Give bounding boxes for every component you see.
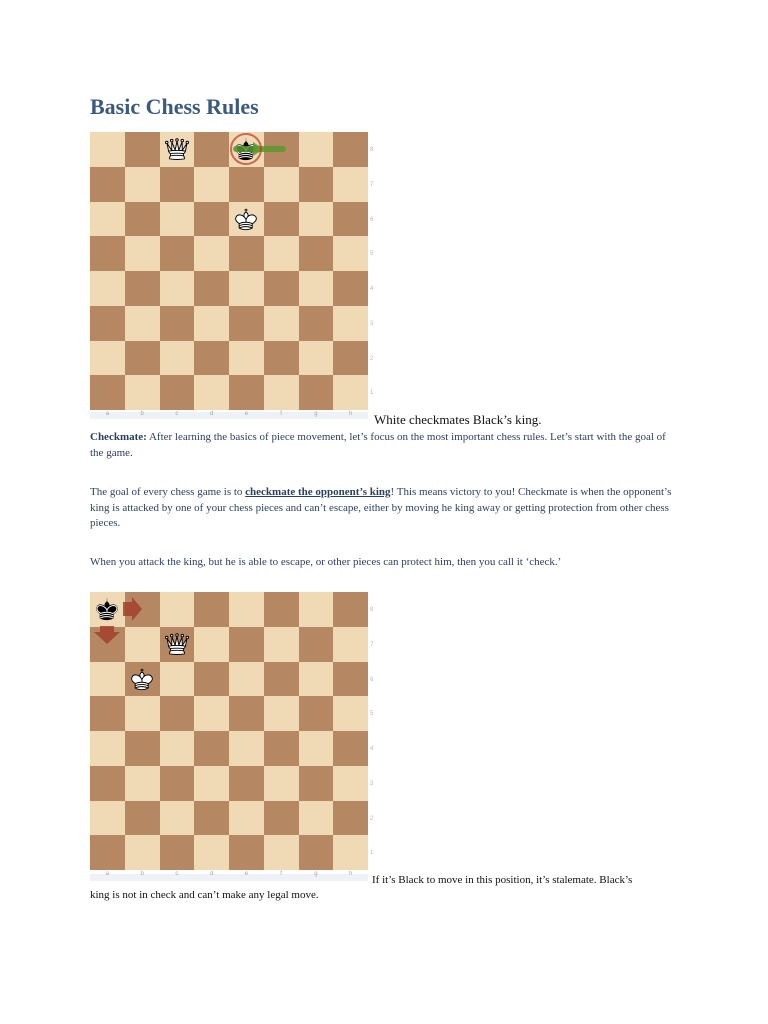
square-e1 xyxy=(229,375,264,410)
square-a5 xyxy=(90,236,125,271)
square-b3 xyxy=(125,766,160,801)
square-h5 xyxy=(333,236,368,271)
square-d5 xyxy=(194,696,229,731)
square-c2 xyxy=(160,801,195,836)
square-f5 xyxy=(264,696,299,731)
file-label-b: b xyxy=(140,411,144,417)
square-f4 xyxy=(264,271,299,306)
square-a2 xyxy=(90,341,125,376)
square-c3 xyxy=(160,306,195,341)
rank-label-1: 1 xyxy=(370,850,374,857)
square-c1 xyxy=(160,835,195,870)
file-label-a: a xyxy=(105,411,110,417)
square-f2 xyxy=(264,801,299,836)
check-paragraph: When you attack the king, but he is able to escape, or other pieces can protect him, then you call it ‘check.’ xyxy=(90,556,562,568)
square-a3 xyxy=(90,306,125,341)
square-e6 xyxy=(229,662,264,697)
board2-caption: If it’s Black to move in this position, it’s stalemate. Black’s xyxy=(372,874,633,886)
square-b2 xyxy=(125,801,160,836)
square-e4 xyxy=(229,271,264,306)
square-d4 xyxy=(194,271,229,306)
square-g6 xyxy=(299,662,334,697)
square-f4 xyxy=(264,731,299,766)
square-h4 xyxy=(333,731,368,766)
square-h5 xyxy=(333,696,368,731)
square-d7 xyxy=(194,627,229,662)
square-g5 xyxy=(299,696,334,731)
square-a4 xyxy=(90,271,125,306)
file-label-g: g xyxy=(314,411,318,417)
square-b2 xyxy=(125,341,160,376)
square-c4 xyxy=(160,731,195,766)
rank-label-3: 3 xyxy=(370,320,374,327)
square-c5 xyxy=(160,236,195,271)
square-e2 xyxy=(229,801,264,836)
file-label-f: f xyxy=(280,871,282,877)
square-d3 xyxy=(194,766,229,801)
square-c4 xyxy=(160,271,195,306)
square-c1 xyxy=(160,375,195,410)
square-a2 xyxy=(90,801,125,836)
square-g3 xyxy=(299,306,334,341)
square-g6 xyxy=(299,202,334,237)
square-g2 xyxy=(299,801,334,836)
square-d5 xyxy=(194,236,229,271)
square-h8 xyxy=(333,592,368,627)
square-b4 xyxy=(125,731,160,766)
file-label-g: g xyxy=(314,871,318,877)
square-f5 xyxy=(264,236,299,271)
square-f1 xyxy=(264,835,299,870)
square-e8 xyxy=(229,592,264,627)
square-b4 xyxy=(125,271,160,306)
square-f8 xyxy=(264,592,299,627)
square-a3 xyxy=(90,766,125,801)
square-d2 xyxy=(194,341,229,376)
rank-label-6: 6 xyxy=(370,676,374,683)
square-c6 xyxy=(160,202,195,237)
square-c5 xyxy=(160,696,195,731)
square-a1 xyxy=(90,375,125,410)
square-g2 xyxy=(299,341,334,376)
square-g4 xyxy=(299,731,334,766)
chessboard-checkmate xyxy=(90,132,368,410)
escape-arrows-icon xyxy=(90,592,170,652)
square-d3 xyxy=(194,306,229,341)
square-g4 xyxy=(299,271,334,306)
square-h3 xyxy=(333,306,368,341)
square-h1 xyxy=(333,375,368,410)
rank-label-4: 4 xyxy=(370,286,374,292)
goal-text-after: ! This means victory to you! Checkmate is when the opponent’s king is attacked by one of your chess pieces and can’t escape, either by moving he king away or getting protection from other chess pieces. xyxy=(90,486,672,529)
square-h2 xyxy=(333,801,368,836)
rank-label-2: 2 xyxy=(370,815,374,822)
rank-label-5: 5 xyxy=(370,711,374,718)
square-g5 xyxy=(299,236,334,271)
square-e5 xyxy=(229,236,264,271)
square-b3 xyxy=(125,306,160,341)
square-b5 xyxy=(125,696,160,731)
file-label-b: b xyxy=(140,871,144,877)
white-king-icon xyxy=(229,202,264,237)
rank-label-2: 2 xyxy=(370,355,374,362)
square-a5 xyxy=(90,696,125,731)
square-d4 xyxy=(194,731,229,766)
checkmate-paragraph xyxy=(90,430,680,461)
square-e1 xyxy=(229,835,264,870)
square-f6 xyxy=(264,662,299,697)
square-d1 xyxy=(194,835,229,870)
square-f1 xyxy=(264,375,299,410)
square-h6 xyxy=(333,662,368,697)
square-f6 xyxy=(264,202,299,237)
file-label-h: h xyxy=(348,871,353,877)
file-label-f: f xyxy=(280,411,282,417)
square-a1 xyxy=(90,835,125,870)
square-h3 xyxy=(333,766,368,801)
square-a4 xyxy=(90,731,125,766)
rank-label-8: 8 xyxy=(370,147,374,153)
file-label-d: d xyxy=(209,411,214,417)
file-label-h: h xyxy=(348,411,353,417)
square-d8 xyxy=(194,592,229,627)
file-label-c: c xyxy=(175,871,179,877)
file-label-a: a xyxy=(105,871,110,877)
square-h4 xyxy=(333,271,368,306)
square-e4 xyxy=(229,731,264,766)
square-h1 xyxy=(333,835,368,870)
square-f2 xyxy=(264,341,299,376)
rank-label-5: 5 xyxy=(370,251,374,258)
rank-label-8: 8 xyxy=(370,607,374,613)
square-c3 xyxy=(160,766,195,801)
square-f3 xyxy=(264,766,299,801)
page-title: Basic Chess Rules xyxy=(90,94,259,119)
checkmate-label: Checkmate: xyxy=(90,431,147,443)
rank-label-7: 7 xyxy=(370,181,374,188)
checkmate-text: After learning the basics of piece movement, let’s focus on the most important chess rules. Let’s start with the goal of the game. xyxy=(90,431,666,459)
board2-caption-continued: king is not in check and can’t make any legal move. xyxy=(90,889,319,901)
square-e7 xyxy=(229,627,264,662)
file-label-c: c xyxy=(175,411,179,417)
square-f3 xyxy=(264,306,299,341)
square-b1 xyxy=(125,835,160,870)
square-h7 xyxy=(333,627,368,662)
square-g3 xyxy=(299,766,334,801)
square-d6 xyxy=(194,662,229,697)
file-label-e: e xyxy=(244,871,249,877)
square-b1 xyxy=(125,375,160,410)
square-f7 xyxy=(264,627,299,662)
square-b6 xyxy=(125,202,160,237)
goal-paragraph xyxy=(90,485,680,532)
square-g1 xyxy=(299,375,334,410)
square-e3 xyxy=(229,766,264,801)
square-a6 xyxy=(90,662,125,697)
checkmate-link[interactable]: checkmate the opponent’s king xyxy=(245,486,391,498)
square-g7 xyxy=(299,627,334,662)
rank-label-7: 7 xyxy=(370,641,374,648)
square-d2 xyxy=(194,801,229,836)
rank-label-4: 4 xyxy=(370,746,374,752)
square-c6 xyxy=(160,662,195,697)
rank-label-3: 3 xyxy=(370,780,374,787)
square-a6 xyxy=(90,202,125,237)
square-g1 xyxy=(299,835,334,870)
square-h2 xyxy=(333,341,368,376)
square-b5 xyxy=(125,236,160,271)
square-h6 xyxy=(333,202,368,237)
square-d6 xyxy=(194,202,229,237)
square-e2 xyxy=(229,341,264,376)
square-e3 xyxy=(229,306,264,341)
square-d1 xyxy=(194,375,229,410)
square-e5 xyxy=(229,696,264,731)
square-g8 xyxy=(299,592,334,627)
rank-label-1: 1 xyxy=(370,390,374,397)
move-arrow-icon xyxy=(90,132,368,172)
rank-label-6: 6 xyxy=(370,216,374,223)
file-label-d: d xyxy=(209,871,214,877)
goal-text-before: The goal of every chess game is to xyxy=(90,486,246,498)
board1-caption: White checkmates Black’s king. xyxy=(374,412,542,427)
square-c2 xyxy=(160,341,195,376)
white-king-icon xyxy=(125,662,160,697)
file-label-e: e xyxy=(244,411,249,417)
